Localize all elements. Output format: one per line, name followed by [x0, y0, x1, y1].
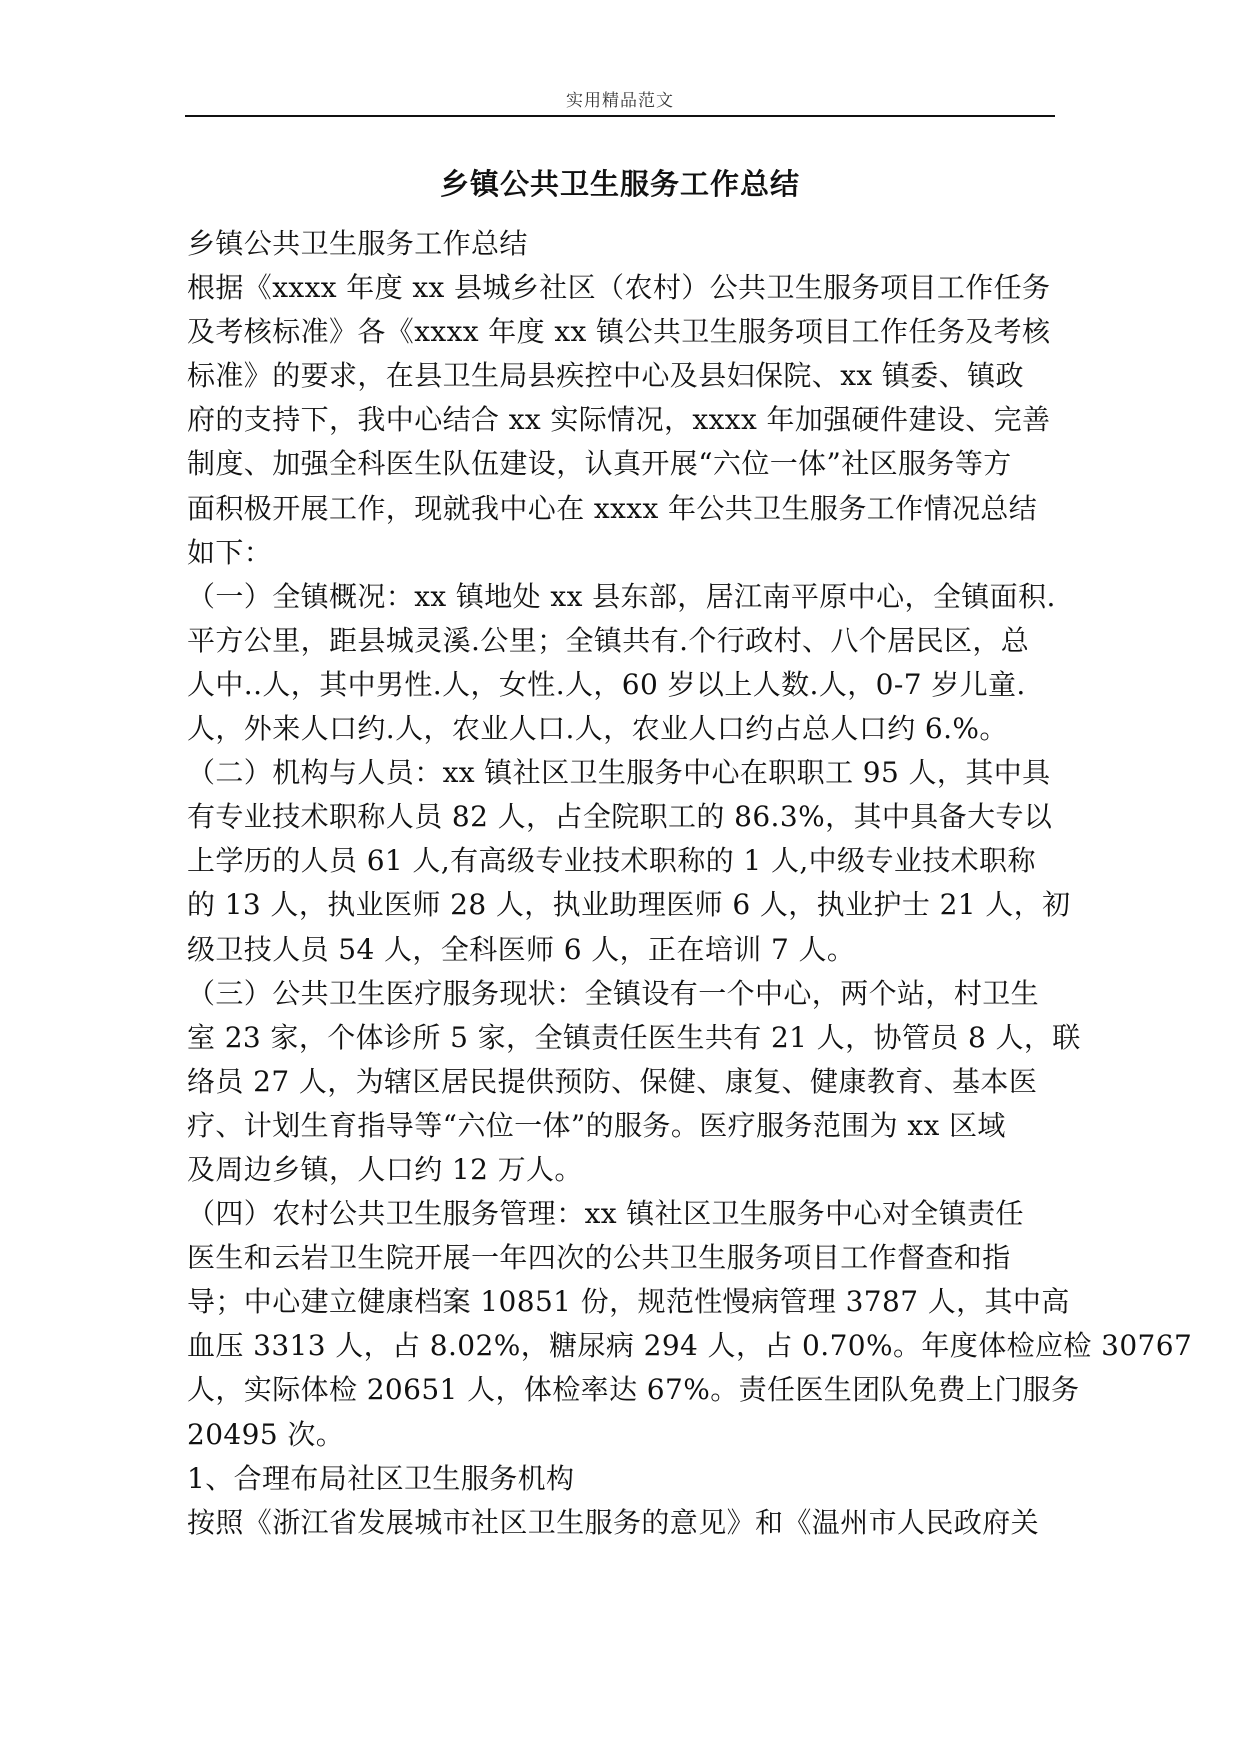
- body-line: 制度、加强全科医生队伍建设，认真开展“六位一体”社区服务等方: [187, 447, 1012, 481]
- body-line: （一）全镇概况：xx 镇地处 xx 县东部，居江南平原中心，全镇面积.: [187, 579, 1056, 613]
- header-divider: [185, 115, 1055, 117]
- body-line: 标准》的要求，在县卫生局县疾控中心及县妇保院、xx 镇委、镇政: [187, 359, 1024, 393]
- body-line: 疗、计划生育指导等“六位一体”的服务。医疗服务范围为 xx 区域: [187, 1108, 1006, 1142]
- body-line: 的 13 人，执业医师 28 人，执业助理医师 6 人，执业护士 21 人，初: [187, 888, 1071, 922]
- body-line: 1、合理布局社区卫生服务机构: [187, 1461, 575, 1495]
- body-line: 人，实际体检 20651 人，体检率达 67%。责任医生团队免费上门服务: [187, 1373, 1080, 1407]
- body-line: 面积极开展工作，现就我中心在 xxxx 年公共卫生服务工作情况总结: [187, 491, 1038, 525]
- body-line: 及周边乡镇，人口约 12 万人。: [187, 1152, 583, 1186]
- body-line: 级卫技人员 54 人，全科医师 6 人，正在培训 7 人。: [187, 932, 856, 966]
- body-line: 人，外来人口约.人，农业人口.人，农业人口约占总人口约 6.%。: [187, 712, 1008, 746]
- body-line: 及考核标准》各《xxxx 年度 xx 镇公共卫生服务项目工作任务及考核: [187, 315, 1051, 349]
- body-line: （二）机构与人员：xx 镇社区卫生服务中心在职职工 95 人，其中具: [187, 756, 1051, 790]
- body-line: 医生和云岩卫生院开展一年四次的公共卫生服务项目工作督查和指: [187, 1241, 1011, 1275]
- body-line: 乡镇公共卫生服务工作总结: [187, 227, 528, 260]
- body-line: 导；中心建立健康档案 10851 份，规范性慢病管理 3787 人，其中高: [187, 1285, 1070, 1319]
- body-line: 有专业技术职称人员 82 人，占全院职工的 86.3%，其中具备大专以: [187, 800, 1053, 834]
- body-line: 血压 3313 人，占 8.02%，糖尿病 294 人，占 0.70%。年度体检应检 30767: [187, 1329, 1193, 1363]
- body-line: 上学历的人员 61 人,有高级专业技术职称的 1 人,中级专业技术职称: [187, 844, 1036, 878]
- body-line: 按照《浙江省发展城市社区卫生服务的意见》和《温州市人民政府关: [187, 1505, 1040, 1539]
- document-title: 乡镇公共卫生服务工作总结: [439, 167, 800, 201]
- body-line: 室 23 家，个体诊所 5 家，全镇责任医生共有 21 人，协管员 8 人，联: [187, 1020, 1081, 1054]
- page-header: 实用精品范文: [566, 91, 674, 111]
- body-line: （四）农村公共卫生服务管理：xx 镇社区卫生服务中心对全镇责任: [187, 1197, 1024, 1231]
- body-line: 络员 27 人，为辖区居民提供预防、保健、康复、健康教育、基本医: [187, 1064, 1038, 1098]
- body-line: 如下：: [187, 535, 273, 569]
- document-body: [187, 222, 1193, 1545]
- body-line: 根据《xxxx 年度 xx 县城乡社区（农村）公共卫生服务项目工作任务: [187, 271, 1051, 305]
- body-line: 人中..人，其中男性.人，女性.人，60 岁以上人数.人，0-7 岁儿童.: [187, 667, 1026, 701]
- body-line: 20495 次。: [187, 1417, 345, 1451]
- body-line: 府的支持下，我中心结合 xx 实际情况，xxxx 年加强硬件建设、完善: [187, 403, 1051, 437]
- body-line: （三）公共卫生医疗服务现状：全镇设有一个中心，两个站，村卫生: [187, 976, 1040, 1010]
- body-line: 平方公里，距县城灵溪.公里；全镇共有.个行政村、八个居民区，总: [187, 623, 1030, 657]
